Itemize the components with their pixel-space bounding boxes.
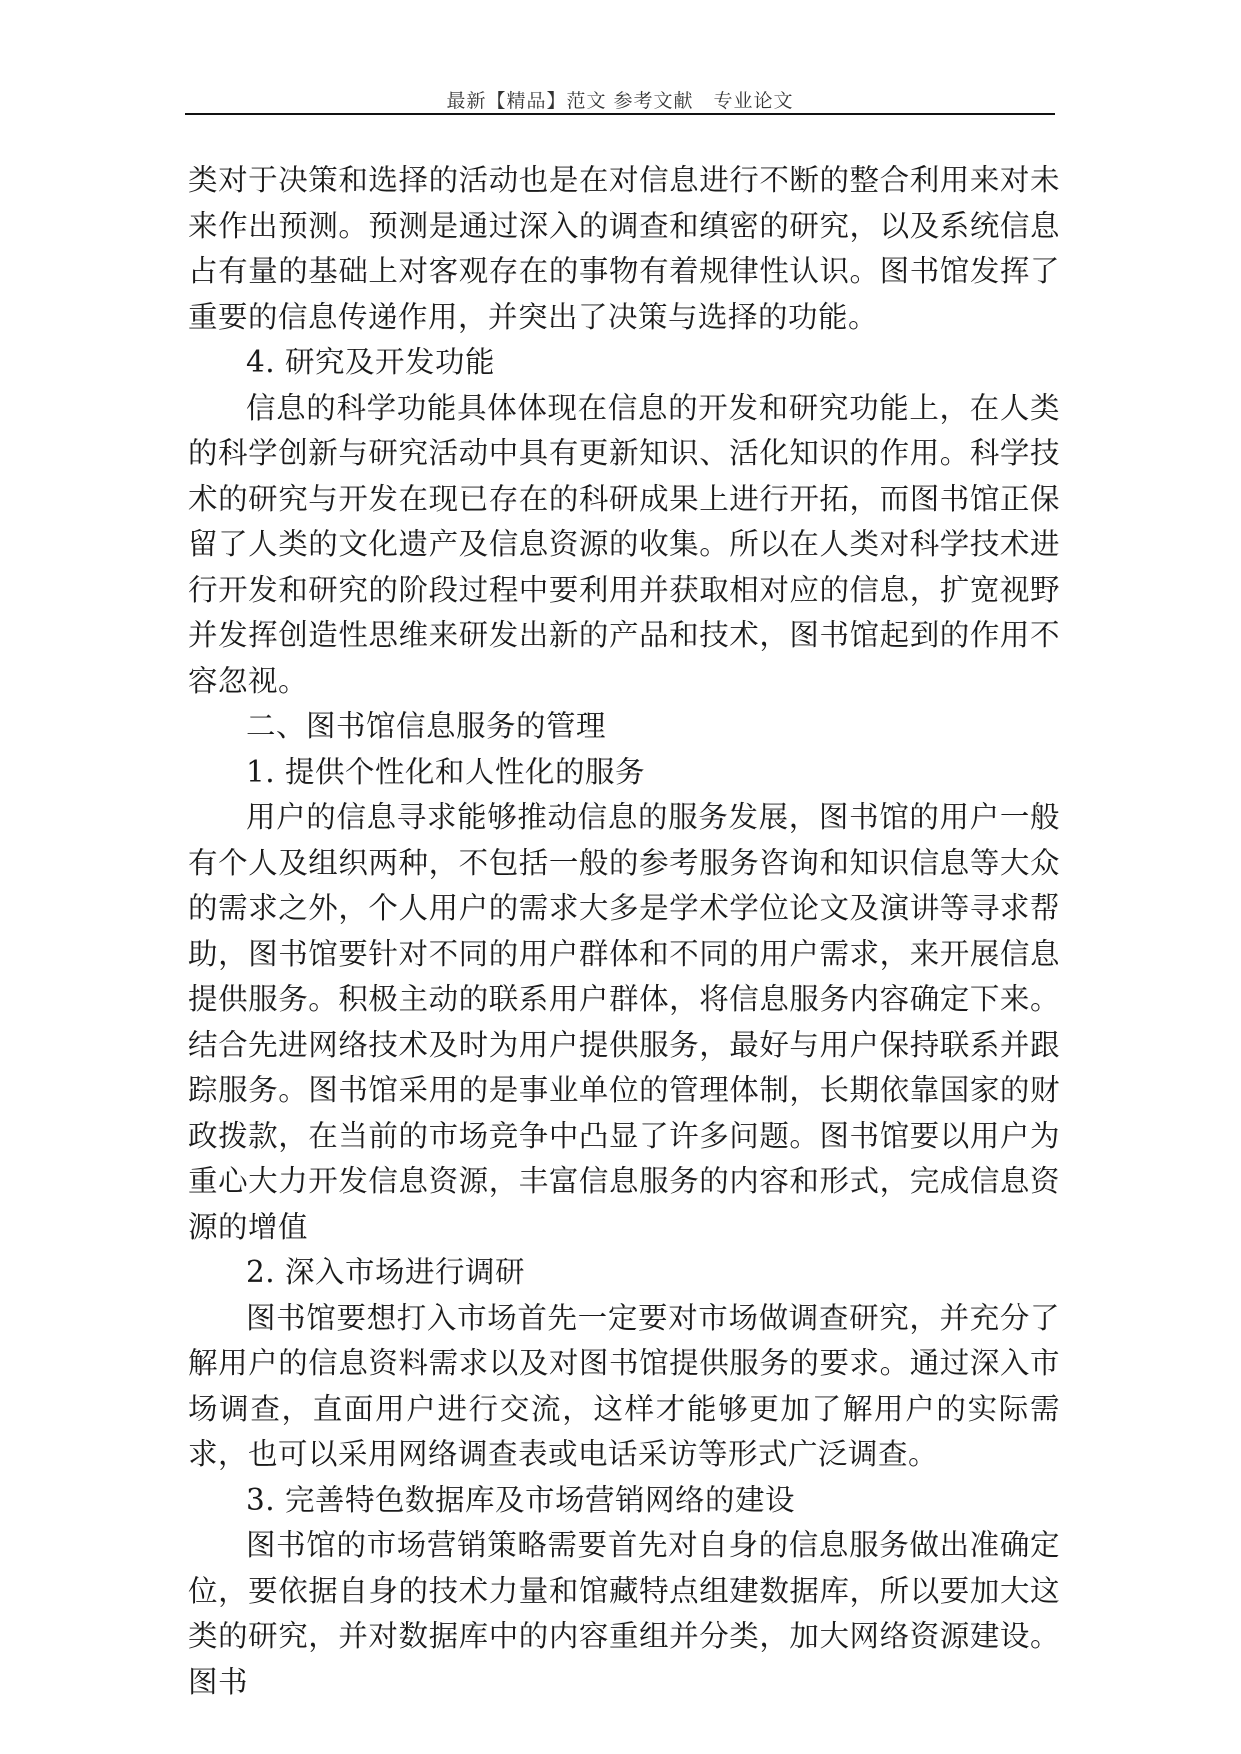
header-rule	[185, 113, 1055, 115]
section-heading: 3. 完善特色数据库及市场营销网络的建设	[246, 1482, 796, 1517]
paragraph: 用户的信息寻求能够推动信息的服务发展，图书馆的用户一般有个人及组织两种，不包括一般的参考服务咨询和知识信息等大众的需求之外，个人用户的需求大多是学术学位论文及演讲等寻求帮助，图书馆要针对不同的用户群体和不同的用户需求，来开展信息提供服务。积极主动的联系用户群体，将信息服务内容确定下来。结合先进网络技术及时为用户提供服务，最好与用户保持联系并跟踪服务。图书馆采用的是事业单位的管理体制，长期依靠国家的财政拨款，在当前的市场竞争中凸显了许多问题。图书馆要以用户为重心大力开发信息资源，丰富信息服务的内容和形式，完成信息资源的增值	[188, 800, 1060, 1244]
page-header: 最新【精品】范文 参考文献 专业论文	[446, 90, 794, 112]
paragraph: 信息的科学功能具体体现在信息的开发和研究功能上，在人类的科学创新与研究活动中具有更新知识、活化知识的作用。科学技术的研究与开发在现已存在的科研成果上进行开拓，而图书馆正保留了人类的文化遗产及信息资源的收集。所以在人类对科学技术进行开发和研究的阶段过程中要利用并获取相对应的信息，扩宽视野并发挥创造性思维来研发出新的产品和技术，图书馆起到的作用不容忽视。	[188, 390, 1060, 698]
document-body	[188, 158, 1060, 1705]
section-heading: 1. 提供个性化和人性化的服务	[246, 754, 646, 789]
paragraph-continued: 类对于决策和选择的活动也是在对信息进行不断的整合利用来对未来作出预测。预测是通过深入的调查和缜密的研究，以及系统信息占有量的基础上对客观存在的事物有着规律性认识。图书馆发挥了重要的信息传递作用，并突出了决策与选择的功能。	[188, 163, 1060, 334]
section-heading: 2. 深入市场进行调研	[246, 1255, 526, 1289]
section-heading: 4. 研究及开发功能	[246, 345, 496, 379]
paragraph: 图书馆要想打入市场首先一定要对市场做调查研究，并充分了解用户的信息资料需求以及对图书馆提供服务的要求。通过深入市场调查，直面用户进行交流，这样才能够更加了解用户的实际需求，也可以采用网络调查表或电话采访等形式广泛调查。	[188, 1300, 1060, 1471]
section-heading: 二、图书馆信息服务的管理	[246, 709, 607, 743]
paragraph: 图书馆的市场营销策略需要首先对自身的信息服务做出准确定位，要依据自身的技术力量和馆藏特点组建数据库，所以要加大这类的研究，并对数据库中的内容重组并分类，加大网络资源建设。图书	[188, 1528, 1060, 1699]
